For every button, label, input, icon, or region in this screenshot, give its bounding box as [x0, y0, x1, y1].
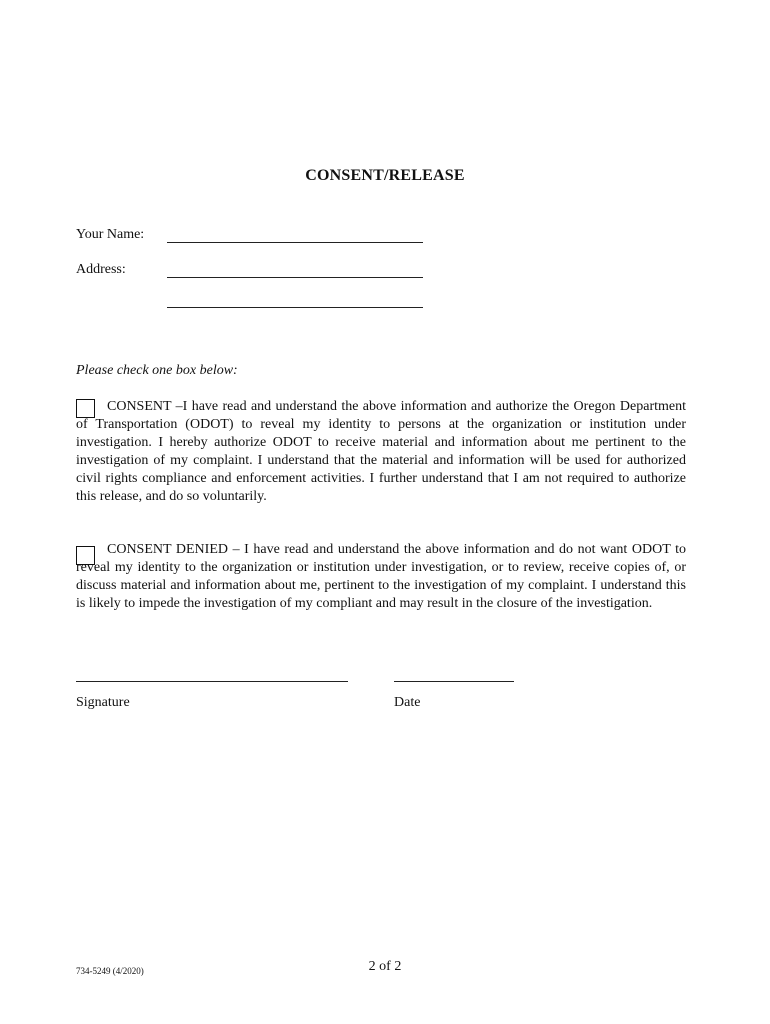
page-number: 2 of 2: [368, 959, 402, 974]
address-field-line-1[interactable]: [167, 277, 423, 278]
consent-denied-option: [76, 541, 686, 613]
address-field-line-2[interactable]: [167, 307, 423, 308]
consent-text: CONSENT –I have read and understand the above information and authorize the Oregon Department of Transportation (ODOT) to reveal my identity to persons at the organization or institution under investigation. I hereby authorize ODOT to receive material and information about me pertinent to the investigation of my complaint. I understand that the material and information will be used for authorized civil rights compliance and enforcement activities. I further understand that I am not required to authorize this release, and do so voluntarily.: [76, 399, 686, 504]
consent-denied-text: CONSENT DENIED – I have read and understand the above information and do not want ODOT to reveal my identity to the organization or institution under investigation, or to review, receive copies of, or discuss material and information about me, pertinent to the investigation of my complaint. I understand this is likely to impede the investigation of my compliant and may result in the closure of the investigation.: [76, 542, 686, 611]
name-label: Your Name:: [76, 227, 145, 242]
instruction-text: Please check one box below:: [76, 363, 238, 378]
signature-label: Signature: [76, 695, 130, 710]
address-label: Address:: [76, 262, 126, 277]
date-label: Date: [394, 695, 421, 710]
page-title: CONSENT/RELEASE: [305, 167, 465, 184]
form-number: 734-5249 (4/2020): [76, 966, 144, 976]
name-field[interactable]: [167, 242, 423, 243]
consent-option: [76, 398, 686, 506]
signature-line[interactable]: [76, 681, 348, 682]
date-line[interactable]: [394, 681, 514, 682]
